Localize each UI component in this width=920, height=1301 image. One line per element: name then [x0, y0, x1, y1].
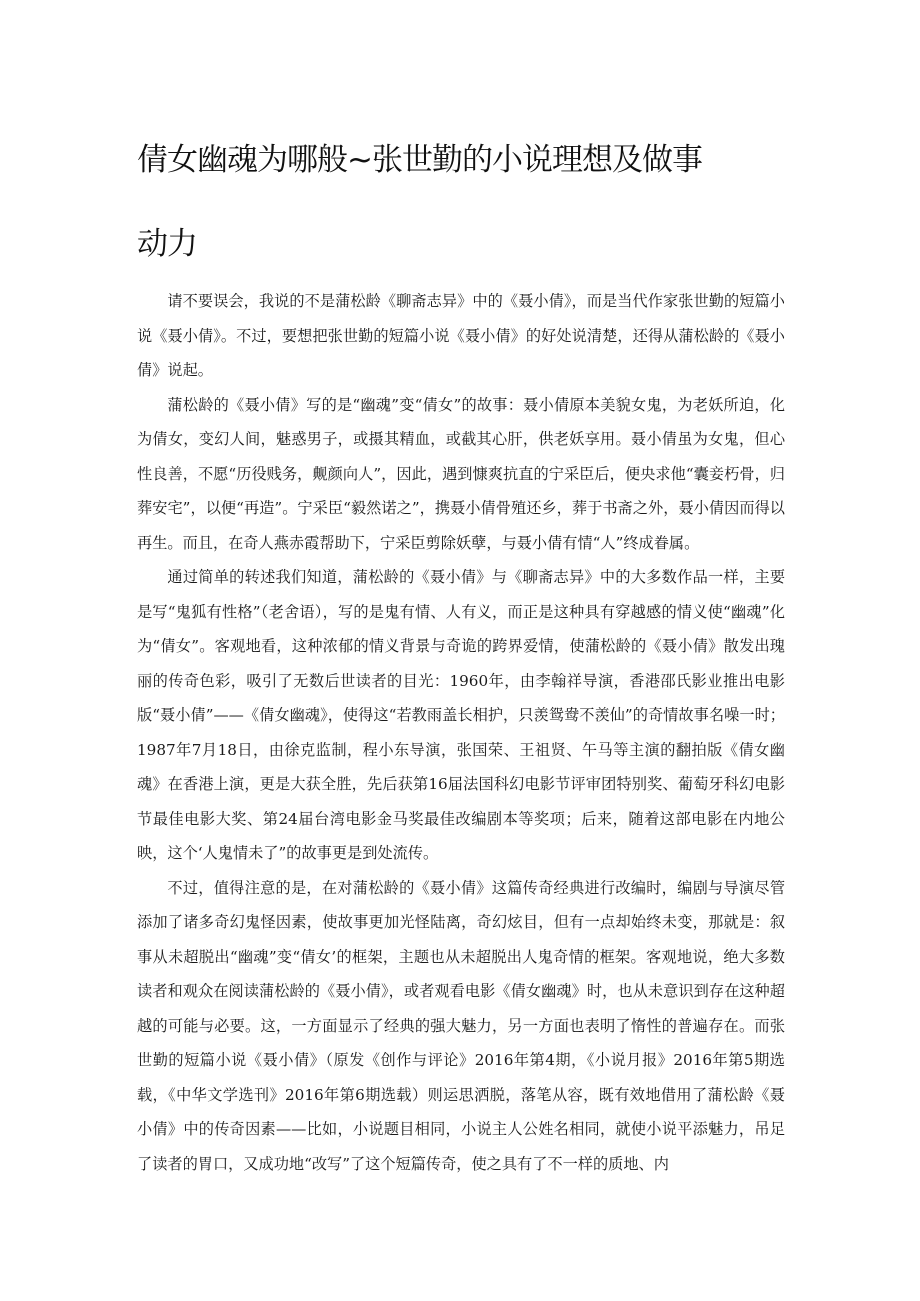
paragraph-1: 请不要误会，我说的不是蒲松龄《聊斋志异》中的《聂小倩》，而是当代作家张世勤的短篇小说《聂小倩》。不过，要想把张世勤的短篇小说《聂小倩》的好处说清楚，还得从蒲松龄的《聂小倩》说起。 — [137, 292, 785, 379]
paragraph-3: 通过简单的转述我们知道，蒲松龄的《聂小倩》与《聊斋志异》中的大多数作品一样，主要是写“鬼狐有性格”（老舍语），写的是鬼有情、人有义，而正是这种具有穿越感的情义使“幽魂”化为“倩女”。客观地看，这种浓郁的情义背景与奇诡的跨界爱情，使蒲松龄的《聂小倩》散发出瑰丽的传奇色彩，吸引了无数后世读者的目光：1960年，由李翰祥导演，香港邵氏影业推出电影版“聂小倩”——《倩女幽魂》，使得这“若教雨盖长相护，只羡鸳鸯不羡仙”的奇情故事名噪一时；1987年7月18日，由徐克监制，程小东导演，张国荣、王祖贤、午马等主演的翻拍版《倩女幽魂》在香港上演，更是大获全胜，先后获第16届法国科幻电影节评审团特别奖、葡萄牙科幻电影节最佳电影大奖、第24届台湾电影金马奖最佳改编剧本等奖项；后来，随着这部电影在内地公映，这个‘人鬼情未了”的故事更是到处流传。 — [137, 568, 785, 862]
paragraph-4: 不过，值得注意的是，在对蒲松龄的《聂小倩》这篇传奇经典进行改编时，编剧与导演尽管添加了诸多奇幻鬼怪因素，使故事更加光怪陆离，奇幻炫目，但有一点却始终未变，那就是：叙事从未超脱出“幽魂”变“倩女’的框架，主题也从未超脱出人鬼奇情的框架。客观地说，绝大多数读者和观众在阅读蒲松龄的《聂小倩》，或者观看电影《倩女幽魂》时，也从未意识到存在这种超越的可能与必要。这，一方面显示了经典的强大魅力，另一方面也表明了惰性的普遍存在。而张世勤的短篇小说《聂小倩》（原发《创作与评论》2016年第4期，《小说月报》2016年第5期选载，《中华文学选刊》2016年第6期选载）则运思洒脱，落笔从容，既有效地借用了蒲松龄《聂小倩》中的传奇因素——比如，小说题目相同，小说主人公姓名相同，就使小说平添魅力，吊足了读者的胃口，又成功地“改写”了这个短篇传奇，使之具有了不一样的质地、内 — [137, 878, 785, 1173]
paragraph-2: 蒲松龄的《聂小倩》写的是“幽魂”变“倩女”的故事：聂小倩原本美貌女鬼，为老妖所迫，化为倩女，变幻人间，魅惑男子，或摄其精血，或截其心肝，供老妖享用。聂小倩虽为女鬼，但心性良善，不愿“历役贱务，觍颜向人”，因此，遇到慷爽抗直的宁采臣后，便央求他“囊妾朽骨，归葬安宅”，以便“再造”。宁采臣“毅然诺之”，携聂小倩骨殖还乡，葬于书斋之外，聂小倩因而得以再生。而且，在奇人燕赤霞帮助下，宁采臣剪除妖孽，与聂小倩有情“人”终成眷属。 — [137, 395, 785, 552]
document-title-line-2: 动力 — [137, 226, 197, 262]
document-title-line-1: 倩女幽魂为哪般~张世勤的小说理想及做事 — [137, 142, 702, 178]
document-body — [137, 284, 785, 1181]
